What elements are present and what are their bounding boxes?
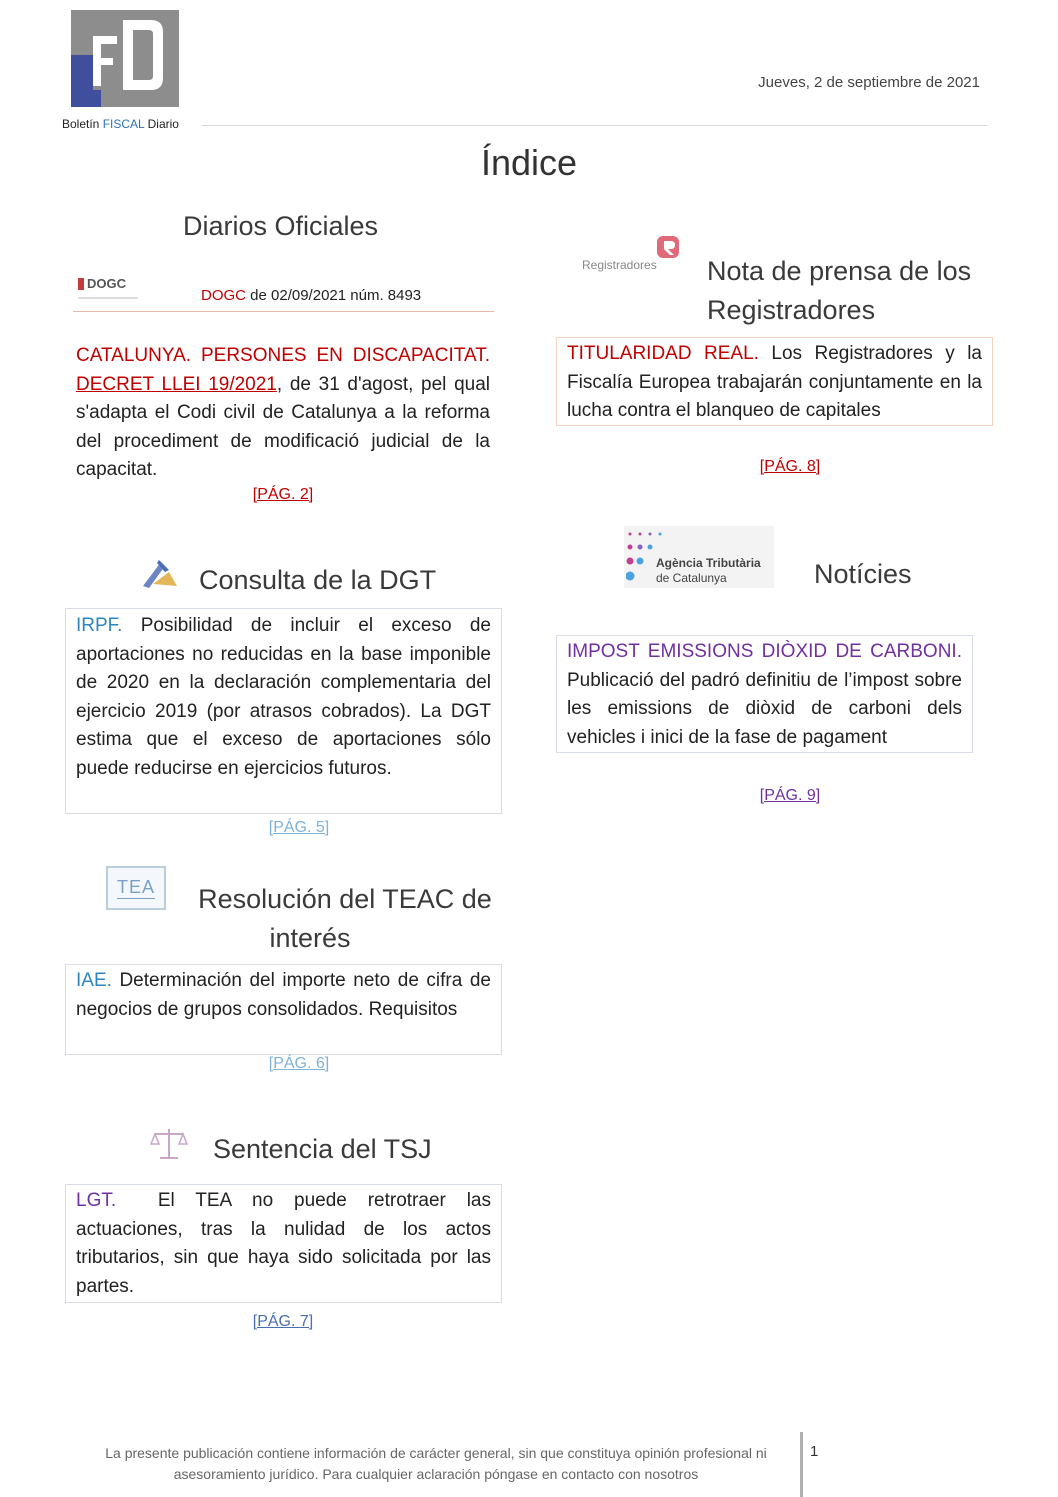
dgt-entry [76, 612, 491, 783]
section-heading-tsj: Sentencia del TSJ [213, 1134, 432, 1164]
tsj-entry-body: El TEA no puede retrotraer las actuaciones, tras la nulidad de los actos tributarios, sin que haya sido solicitada por las partes. [76, 1190, 497, 1297]
teac-entry [76, 967, 491, 1024]
decret-llei-link[interactable]: DECRET LLEI 19/2021 [76, 373, 277, 395]
noticies-entry-box [556, 635, 973, 753]
noticies-entry-lead: IMPOST EMISSIONS DIÒXID DE CARBONI. [567, 641, 962, 662]
tsj-entry [76, 1187, 497, 1301]
dgt-entry-box [65, 608, 502, 814]
brand-name [62, 117, 179, 131]
diarios-entry-lead: CATALUNYA. PERSONES EN DISCAPACITAT. [76, 345, 490, 366]
registradores-entry-lead: TITULARIDAD REAL. [567, 343, 759, 364]
agencia-tributaria-catalunya-logo [624, 526, 774, 588]
page-link-9[interactable]: [PÁG. 9] [759, 787, 821, 804]
page-number: 1 [810, 1443, 819, 1460]
dogc-logo [78, 276, 148, 304]
diarios-entry [76, 342, 490, 485]
dgt-entry-body: Posibilidad de incluir el exceso de aportaciones no reducidas en la base imponible de 2020 en la declaración complementaria del ejercicio 2019 (por atrasos cobrados). La DGT estima que el exceso de aportaciones sólo puede reducirse en ejercicios futuros. [76, 615, 491, 779]
page-title: Índice [480, 142, 578, 183]
noticies-entry [567, 638, 962, 752]
brand-name-fiscal: FISCAL [102, 117, 145, 131]
teac-entry-body: Determinación del importe neto de cifra de negocios de grupos consolidados. Requisitos [76, 970, 491, 1020]
dogc-reference-date: de 02/09/2021 núm. 8493 [246, 287, 422, 304]
dogc-flag-icon [78, 278, 84, 290]
registradores-entry [567, 340, 982, 426]
tea-logo-text: TEA [116, 877, 155, 897]
section-heading-dgt: Consulta de la DGT [199, 565, 437, 595]
section-heading-noticies: Notícies [814, 559, 912, 589]
issue-date: Jueves, 2 de septiembre de 2021 [758, 74, 980, 91]
section-heading-diarios: Diarios Oficiales [183, 211, 379, 241]
brand-logo [71, 10, 179, 107]
footer-disclaimer: La presente publicación contiene información de carácter general, sin que constituya opinión profesional ni asesoramiento jurídico. Para cualquier aclaración póngase en contacto con nosotros [105, 1445, 767, 1482]
section-heading-teac: Resolución del TEAC de interés [198, 884, 492, 953]
header-divider [202, 125, 987, 126]
registradores-entry-body: Los Registradores y la Fiscalía Europea trabajarán conjuntamente en la lucha contra el blanqueo de capitales [567, 343, 982, 421]
logo-mark-icon [71, 10, 179, 107]
dogc-reference [201, 287, 421, 304]
dogc-logo-text: DOGC [87, 276, 126, 291]
dgt-entry-lead: IRPF. [76, 615, 123, 636]
atc-logo-line1: Agència Tributària [656, 556, 761, 570]
brand-name-part: Boletín [62, 117, 103, 131]
atc-logo-line2: de Catalunya [656, 571, 727, 585]
agencia-tributaria-icon [139, 556, 179, 592]
noticies-entry-body: Publicació del padró definitiu de l’impost sobre les emissions de diòxid de carboni dels vehicles i inici de la fase de pagament [567, 669, 962, 748]
page-link-2[interactable]: [PÁG. 2] [252, 486, 314, 503]
registradores-logo [580, 236, 682, 280]
scales-of-justice-icon [150, 1126, 188, 1162]
diarios-entry-body: , de 31 d'agost, pel qual s'adapta el Codi civil de Catalunya a la reforma del procediment de modificació judicial de la capacitat. [76, 373, 490, 480]
dogc-logo-rule [78, 297, 138, 299]
brand-name-part: Diario [144, 117, 179, 131]
page-link-6[interactable]: [PÁG. 6] [268, 1055, 330, 1072]
footer-divider [800, 1432, 803, 1497]
registradores-entry-box [556, 337, 993, 426]
teac-entry-lead: IAE. [76, 970, 112, 991]
tsj-entry-lead: LGT. [76, 1190, 117, 1211]
section-heading-registradores: Nota de prensa de los Registradores [707, 256, 972, 325]
page-link-7[interactable]: [PÁG. 7] [252, 1313, 314, 1330]
registradores-logo-text: Registradores [582, 258, 657, 272]
teac-entry-box [65, 964, 502, 1055]
dogc-reference-name: DOGC [201, 287, 246, 304]
page-link-5[interactable]: [PÁG. 5] [268, 819, 330, 836]
tsj-entry-box [65, 1184, 502, 1303]
page-link-8[interactable]: [PÁG. 8] [759, 458, 821, 475]
dogc-divider [73, 311, 494, 312]
